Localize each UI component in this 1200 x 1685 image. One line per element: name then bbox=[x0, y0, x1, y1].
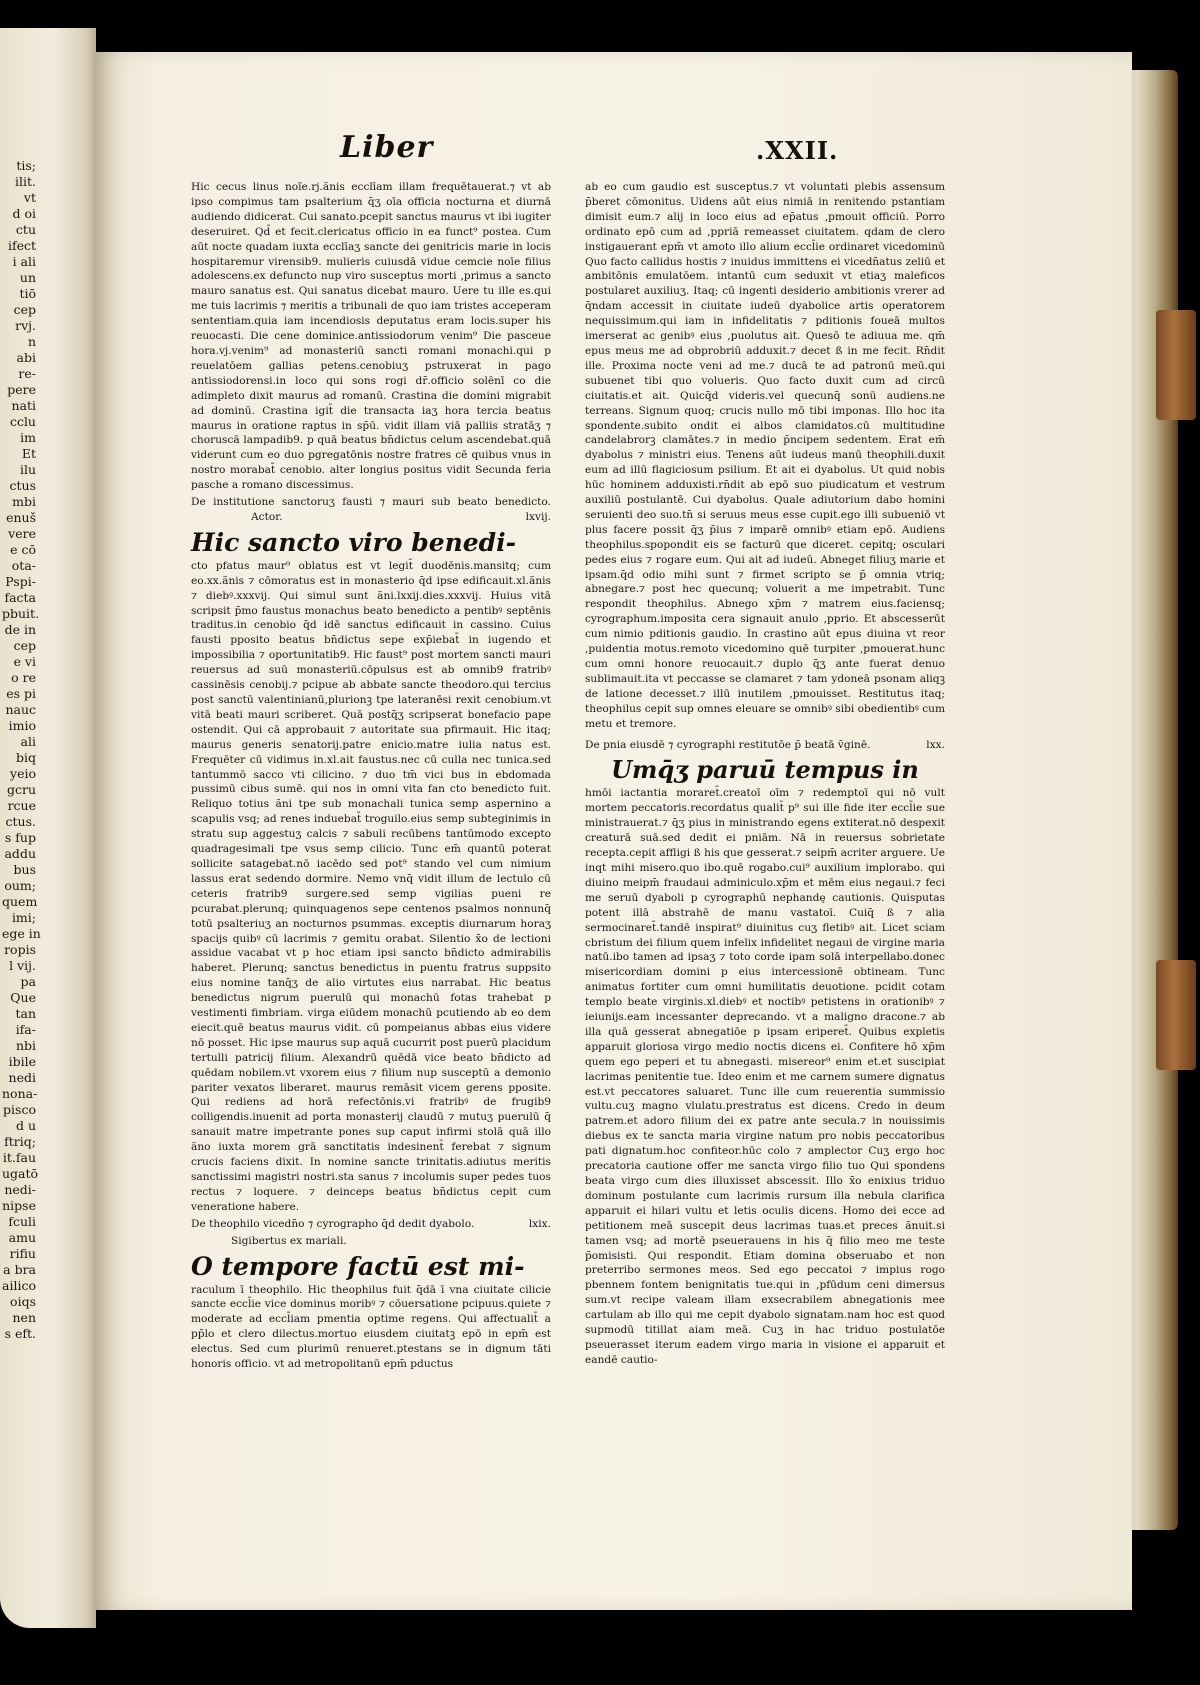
left-page-fragment: yeio bbox=[10, 766, 36, 781]
left-page-fragment: rifiu bbox=[9, 1246, 36, 1261]
left-page-fragment: s fup bbox=[4, 830, 36, 845]
left-page-fragment: nipse bbox=[2, 1198, 36, 1213]
left-page-fragment: nedi- bbox=[4, 1182, 36, 1197]
right-page bbox=[96, 52, 1132, 1610]
left-page-fragment: ilu bbox=[19, 462, 36, 477]
rubric-text: De institutione sanctoruʒ fausti ⁊ mauri sub beato benedicto. bbox=[191, 496, 551, 509]
left-page-fragment: nedi bbox=[8, 1070, 36, 1085]
left-page bbox=[0, 28, 96, 1628]
left-page-fragment: nauc bbox=[5, 702, 36, 717]
left-page-fragment: rcue bbox=[7, 798, 36, 813]
left-page-fragment: nen bbox=[12, 1310, 36, 1325]
left-page-fragment: imio bbox=[8, 718, 36, 733]
chapter-heading: Umq̄ʒ paruū tempus in bbox=[611, 755, 919, 785]
left-page-fragment: addu bbox=[4, 846, 36, 861]
left-page-fragment: abi bbox=[16, 350, 36, 365]
left-page-fragment: mbi bbox=[12, 494, 36, 509]
left-page-fragment: quem bbox=[2, 894, 38, 909]
left-page-fragment: oiqs bbox=[10, 1294, 36, 1309]
left-page-fragment: fculi bbox=[8, 1214, 36, 1229]
left-column bbox=[191, 180, 551, 1372]
left-page-fragment: amu bbox=[8, 1230, 36, 1245]
left-page-fragment: pbuit. bbox=[2, 606, 40, 621]
chapter-number: lxvij. bbox=[525, 510, 551, 523]
left-page-fragment: ege in bbox=[2, 926, 41, 941]
left-page-fragment: ropis bbox=[4, 942, 36, 957]
left-page-fragment: ifa- bbox=[15, 1022, 36, 1037]
left-page-fragment: s eft. bbox=[4, 1326, 36, 1341]
left-page-fragment: biq bbox=[15, 750, 36, 765]
rubric-source: Sigibertus ex mariali. bbox=[231, 1234, 347, 1247]
left-page-fragment: ugatō bbox=[2, 1166, 39, 1181]
rubric-text: De theophilo vicedn̄o ⁊ cyrographo q̄d dedit dyabolo. bbox=[191, 1217, 475, 1230]
left-page-fragments bbox=[2, 158, 41, 1342]
left-page-fragment: nati bbox=[11, 398, 36, 413]
left-page-fragment: ailico bbox=[2, 1278, 36, 1293]
left-page-fragment: tan bbox=[15, 1006, 36, 1021]
left-page-fragment: a bra bbox=[3, 1262, 36, 1277]
book-strap-upper bbox=[1156, 310, 1196, 420]
left-page-fragment: rvj. bbox=[15, 318, 36, 333]
chapter-heading: O tempore factū est mi- bbox=[191, 1251, 525, 1281]
book-strap-lower bbox=[1156, 960, 1196, 1070]
paragraph: hmōi iactantia moraret̄.creatoī oīm ⁊ redemptoī qui nō vult mortem peccatoris.recordatus qualit̄ p⁹ sui ille fide iter eccl̄ie sue ministrauerat.⁊ q̄ʒ pius in ministrando egens extiterat.nō despexit creaturā suā.sed dedit ei pniām. Nā in reuersus sobrietate recepta.cepit affligi ß his que gesserat.⁊ seipm̄ acriter arguere. Ue inqt mihi misero.quo ibo.quē rogabo.cui⁹ auxilium implorabo. qui diuino meipm̄ fraudaui adminiculo.xp̄m et mēm eius negaui.⁊ feci me seruū dyaboli p cyrographū nephandę cautionis. Quisputas potent illā abstrahē de manu vastatoī. Cuiq̄ ß ⁊ alia sermocinaret̄.tandē inspirat⁹ diuinitus cuʒ fletibꝰ ait. Licet sciam cbristum dei filium quem infelix infidelitet negaui de virgine maria natū.ibo tamen ad ipsaʒ ⁊ toto corde ipam solā interpellabo.donec misericordiam domini p eius intercessionē obtineam. Tunc animatus fortiter cum omni humilitatis deuotione. pcidit cotam templo beate virginis.xl.diebꝰ et noctibꝰ petistens in orationibꝰ ⁊ ieiunijs.eam incessanter deprecando. vt a maligno dracone.⁊ ab illa quā gesserat abnegatiōe p ipsam eriperet̄. Quibus expletis apparuit gloriosa virgo medio noctis dicens ei. Confitere hō xp̄m quem ego peperi et tu abnegasti. misereor⁹ enim et.et suscipiat lacrimas penitentie tue. Ideo enim et me carnem sumere dignatus est.vt peccatores saluaret. Tunc ille cum reuerentia summissio vultu.cuʒ magno vlulatu.prestratus est dicens. Credo in deum patrem.et adoro filium dei ex patre ante secula.⁊ in nouissimis diebus ex te sancta maria virgine natum pro nobis peccatoribus pati dignatum.hoc confiteor.hūc colo ⁊ amplector Cuʒ ergo hoc precatoria cautione offer me sancta virgo filio tuo Qui spondens beata virgo cum dies illuxisset abscessit. Illo x̄o enixius triduo dominum postulante cum lacrimis rursum illa nebula clarifica apparuit ei hilari vultu et letis oculis dicens. Homo dei ecce ad petitionem meā suscepit deus lacrimas tuas.et preces ãnuit.si tamen vsq; ad mortē pseuerauens in his q̄ filio meo me teste p̄omisisti. Qui respondit. Etiam domina obseruabo et non preterribo sermones meos. Sed ego peccatoi ⁊ impius rogo pbennem fontem benignitatis tue.qui in ,pfūdum ceni dimersus sum.vt recipe valeam illam exsecrabilem abnegationis mee cartulam ab illo qui me cepit dyabolo signatam.nam hoc est quod supmodū titillat aiam meā. Cuʒ in hac triduo postulatōe pseuerasset iterum eadem virgo maria in visione ei apparuit et eandē cautio- bbox=[585, 787, 945, 1366]
left-page-fragment: d oi bbox=[12, 206, 36, 221]
left-page-fragment: e vi bbox=[13, 654, 36, 669]
left-page-fragment: gcru bbox=[6, 782, 36, 797]
paragraph: ab eo cum gaudio est susceptus.⁊ vt voluntati plebis assensum p̄beret cōmonitus. Uidens aūt eius nimiā in renitendo pstantiam dimisit eum.⁊ alij in loco eius ad ep̄atus ,pmouit officiū. Porro ordinato epō cum ad ,ppriā remeasset ciuitatem. qdam de clero instigauerant epm̄ vt amoto illo alium eccl̄ie ordinaret vicedominū Quo facto callidus hostis ⁊ inuidus immittens ei vicedn̄atus zeliū et ambitōnis emulatōem. intantū cum seduxit vt etiaʒ maleficos postularet auxiliuʒ. Itaq; cū ingenti desiderio ambitionis vrerer ad q̄ndam accessit in ciuitate iudeū dyabolice artis operatorem nequissimum.qui iam in infidelitatis ⁊ pditionis foueā multos imerserat ac genibꝰ eius ,puolutus ait. Quesō te adiuua me. qm̄ epus meus me ad obprobriū adduxit.⁊ decet ß in me fecit. Rn̄dit ille. Proxima nocte veni ad me.⁊ ducā te ad patronū meū.qui subuenet tibi quo volueris. Quo facto duxit cum ad circū ciuitatis.et ait. Quicq̄d videris.vel quecunq̄ sonū audiens.ne terreans. Signum quoq; crucis nullo mō tibi imponas. Illo hoc ita spondente.subito ondit ei albos clamidatos.cū multitudine candelabrorꝫ clamātes.⁊ in medio p̄ncipem sedentem. Erat em̄ dyabolus ⁊ ministri eius. Tenens aūt iudeus manū theophili.duxit eum ad illū flagiciosum psilium. Et ait ei dyabolus. Ut quid nobis hūc hominem adduxisti.rn̄dit ab epō suo piudicatum et vestrum auxiliū postulantē. Cui dyabolus. Quale adiutorium dabo homini seruienti deo suo.tn̄ si seruus meus esse cupit.ego illi subueniō vt plus facere possit q̄ʒ p̄ius ⁊ imparē omnibꝰ etiam epō. Audiens theophilus.spopondit eis se facturū que diceret. cepitq; osculari pedes eius ⁊ rogare eum. Qui ait ad iudeū. Abneget filiuʒ marie et ipsam.q̄d odio mihi sunt ⁊ firmet scripto se p̄ omnia vtriq; abnegare.⁊ post hec quecunq; voluerit a me impetrabit. Tunc respondit theophilus. Abnego xp̄m ⁊ matrem eius.faciensq; cyrographum.imposita cera signauit anulo ,pprio. Et abscesserūt cum nimio pditionis gaudio. In crastino aūt epus diuina vt reor ,puidentia motus.remoto vicedomino quē turpiter ,pmouerat.hunc cum omni honore reuocauit.⁊ duplo q̄ʒ ante fuerat denuo sublimauit.ita vt peccasse se clamaret ⁊ tam ydoneā psonam aliqꝫ de latione decesset.⁊ illū inutilem ,pmouisset. Restitutus itaq; theophilus cepit sup omnes eleuare se omnibꝰ sibi obedientibꝰ cum metu et tremore. bbox=[585, 181, 945, 730]
left-page-fragment: imi; bbox=[11, 910, 36, 925]
paragraph: cto pfatus maur⁹ oblatus est vt legit̄ duodēnis.mansitq; cum eo.xx.ãnis ⁊ cōmoratus est in monasterio q̄d ipse edificauit.xl.ãnis ⁊ diebꝰ.xxxvij. Qui simul sunt ãni.lxxij.dies.xxxvij. Huius vitā scripsit p̄mo faustus monachus beato benedicto a pentibꝰ septēnis traditus.in cenobio q̄d idē sanctus edificauit in cassino. Cuius fausti pposito beatus bn̄dictus sepe exp̄iebat̄ in iugendo et impossibilia ⁊ oportunitatib9. Hic faust⁹ post mortem sancti mauri reuersus ad suū monasteriū.cōpulsus est ab omnib9 fratribꝰ cassinēsis cenobij.⁊ pcipue ab abbate sancte theodoro.qui tercius post sanctū valentinianū,plurionꝫ tpe lateranēsi rexit cenobium.vt vitā beati mauri scriberet. Quā postq̄ʒ scripserat bonefacio pape ostendit. Qui cā approbauit ⁊ autoritate sua pfirmauit. Hic itaq; maurus generis senatorij.patre enicio.matre iulia natus est. Frequēter cū vidimus in.xl.ait faustus.nec cū culla nec tunica.sed tantummō sacco vti cilicino. ⁊ duo tm̄ vici bus in ebdomada pussimū cibus sumē. qui nos in omni vita fan cto benedicto fuit. Reliquo totius ãni tpe sub monachali tunica semp aspernino a scapulis vsq; ad renes induebat̄ troguilo.eius semp subteginimis in stratu sup aggestuʒ calcis ⁊ sabuli recūbens tantūmodo excepto quadragesimali tpe vsus semp cilicio. Tunc em̄ quantū poterat sollicite satagebat.nō iacēdo sed pot⁹ stando vel cum nimium lassus erat sedendo dormire. Nemo vnq̄ vidit illum de lectulo cū ceteris fratrib9 surgere.sed semp vigilias pueni re pcurabat.plerunq; quinquagenos sepe centenos psalmos nonnunq̄ totū psalteriuʒ an nocturnos psummas. exceptis diurnarum horaʒ spacijs quibꝰ cū lacrimis ⁊ gemitu orabat. Silentio x̄o de lectioni assidue vacabat vt p hoc etiam ipsi sancto bn̄dicto admirabilis haberet. Plerunq; sanctus benedictus in puentu fratrus suppsito eius nomine tanq̄ʒ de alio virtutes eius narrabat. Hic beatus benedictus nigrum puerulū qui monachū fotas trahebat p vestimenti fimbriam. virga eiūdem monachū pcutiendo ab eo dem eiecit.quē beatus maurus vidit. cū pompeianus abbas eius videre nō posset. Hic ipse maurus sup aquā cucurrit post puerū placidum tertulli patricij filium. Alexandrū quēdā vice beato bn̄dicto ad quēdam nobilem.vt vxorem eius ⁊ filium nup susceptū a demonio pariter vexatos liberaret. maurus remāsit vicem gerens pposite. Qui rediens ad horā refectōnis.vi fratribꝰ de frugib9 colligendis.inuenit ad porta monasterij claudū ⁊ mutuʒ puerulū q̄ sanauit matre impetrante pones sup caput infirmi stolā quā illo ãno iuxta morem grā sanctitatis indesinent̄ ferebat ⁊ signum crucis faciens dixit. In nomine sancte trinitatis.adiutus meritis sanctissimi magistri nostri.sta sanus ⁊ incolumis super pedes tuos rectus ⁊ loquere. ⁊ deinceps beatus bn̄dictus cepit cum veneratione habere. bbox=[191, 559, 551, 1213]
left-page-fragment: pa bbox=[20, 974, 36, 989]
left-page-fragment: ilit. bbox=[15, 174, 36, 189]
left-page-fragment: it.fau bbox=[2, 1150, 36, 1165]
chapter-rubric bbox=[191, 495, 551, 525]
rubric-text: De pnia eiusdē ⁊ cyrographi restitutōe p̄ beatā v̄ginē. bbox=[585, 738, 871, 751]
left-page-fragment: enuš bbox=[6, 510, 36, 525]
left-page-fragment: nbi bbox=[15, 1038, 36, 1053]
chapter-rubric bbox=[191, 1217, 551, 1232]
left-page-fragment: un bbox=[19, 270, 36, 285]
left-page-fragment: Que bbox=[10, 990, 36, 1005]
left-page-fragment: re- bbox=[18, 366, 36, 381]
left-page-fragment: pisco bbox=[3, 1102, 36, 1117]
left-page-fragment: l vij. bbox=[9, 958, 36, 973]
left-page-fragment: e cō bbox=[10, 542, 36, 557]
left-page-fragment: ali bbox=[20, 734, 36, 749]
left-page-fragment: tiō bbox=[19, 286, 36, 301]
left-page-fragment: o re bbox=[11, 670, 36, 685]
left-page-fragment: oum; bbox=[4, 878, 36, 893]
left-page-fragment: es pi bbox=[6, 686, 36, 701]
left-page-fragment: pere bbox=[7, 382, 36, 397]
left-page-fragment: Pspi- bbox=[5, 574, 36, 589]
left-page-fragment: ctus. bbox=[5, 814, 36, 829]
paragraph: raculum ī theophilo. Hic theophilus fuit q̄dā ī vna ciuitate cilicie sancte eccl̄ie vice dominus moribꝰ ⁊ cōuersatione pcipuus.quiete ⁊ moderate ad eccl̄iam pmentia optime regens. Qui affectualit̄ a pp̄lo et clero dilectus.mortuo eiusdem ciuitatꝫ epō in epm̄ est electus. Sed cum plurimū renueret.ptestans se in dignum tāti honoris officio. vt ad metropolitanū epm̄ pductus bbox=[191, 1283, 551, 1371]
left-page-fragment: cclu bbox=[9, 414, 36, 429]
left-page-fragment: vere bbox=[8, 526, 36, 541]
chapter-number: lxx. bbox=[926, 738, 945, 751]
left-page-fragment: facta bbox=[4, 590, 36, 605]
left-page-fragment: ctu bbox=[15, 222, 36, 237]
left-page-fragment: nona- bbox=[2, 1086, 38, 1101]
left-page-fragment: ifect bbox=[7, 238, 36, 253]
left-page-fragment: cep bbox=[13, 638, 36, 653]
running-header-left: Liber bbox=[340, 130, 434, 165]
paragraph: Hic cecus linus noĩe.rj.ãnis ecclīam illam frequētauerat.⁊ vt ab ipso compimus tam psalterium q̄ʒ oīa officia nocturna et diurnā audiendo didicerat. Cui sanato.pcepit sanctus maurus vt ibi iugiter deseruiret. Qd̄ et fecit.clericatus officio in ea funct⁹ postea. Cum aūt nocte quadam iuxta ecclīaʒ sancte dei genitricis marie in locis hospitaremur virensib9. mulieris cuiusdā vidue cemcie noīe filius adolescens.ex defuncto nup viro susceptus morti ,primus a sancto mauro sanatus est. Qui sanatus dicebat mauro. Uere tu ille es.qui me tuis lacrimis ⁊ meritis a tribunali de quo iam tristes acceperam sententiam.quia iam incendiosis deputatus eram locis.super his reuocasti. Die cene dominice.antissiodorum venim⁹ Die pasceue hora.vj.venim⁹ ad monasteriū sancti romani monachi.qui p reuelatōem gallias petens.cenobiuʒ pstruxerat in pago antissiodorensi.in loco qui sons rogi dr̄.officio solēnī co die adimpleto dixit maurus ad romanū. Crastina die domini migrabit ad dominū. Crastina igit̄ die transacta iaʒ hora tercia beatus maurus in oratione raptus in sp̄ū. vidit illam viā palliis stratāʒ ⁊ choruscā lampadib9. p quā beatus bn̄dictus celum ascendebat.quā viderunt cum eo duo pgregatōnis nostre fratres cē quibus vnus in nostro morabat̄ cenobio. alter longius positus vidit Secunda feria pasche a romano discessimus. bbox=[191, 181, 551, 492]
right-column bbox=[585, 180, 945, 1368]
left-page-fragment: ctus bbox=[9, 478, 36, 493]
left-page-fragment: n bbox=[27, 334, 36, 349]
left-page-fragment: cep bbox=[13, 302, 36, 317]
chapter-heading: Hic sancto viro benedi- bbox=[191, 527, 517, 557]
running-header-right: .XXII. bbox=[756, 136, 839, 165]
rubric-note: Actor. bbox=[251, 510, 283, 523]
chapter-rubric bbox=[585, 738, 945, 753]
left-page-fragment: i ali bbox=[12, 254, 36, 269]
left-page-fragment: bus bbox=[13, 862, 36, 877]
left-page-fragment: d u bbox=[15, 1118, 36, 1133]
left-page-fragment: ota- bbox=[11, 558, 36, 573]
left-page-fragment: ftriq; bbox=[4, 1134, 36, 1149]
left-page-fragment: tis; bbox=[16, 158, 36, 173]
left-page-fragment: im bbox=[20, 430, 36, 445]
left-page-fragment: ibile bbox=[8, 1054, 36, 1069]
chapter-number: lxix. bbox=[528, 1217, 551, 1230]
left-page-fragment: Et bbox=[21, 446, 36, 461]
left-page-fragment: de in bbox=[4, 622, 36, 637]
left-page-fragment: vt bbox=[23, 190, 36, 205]
